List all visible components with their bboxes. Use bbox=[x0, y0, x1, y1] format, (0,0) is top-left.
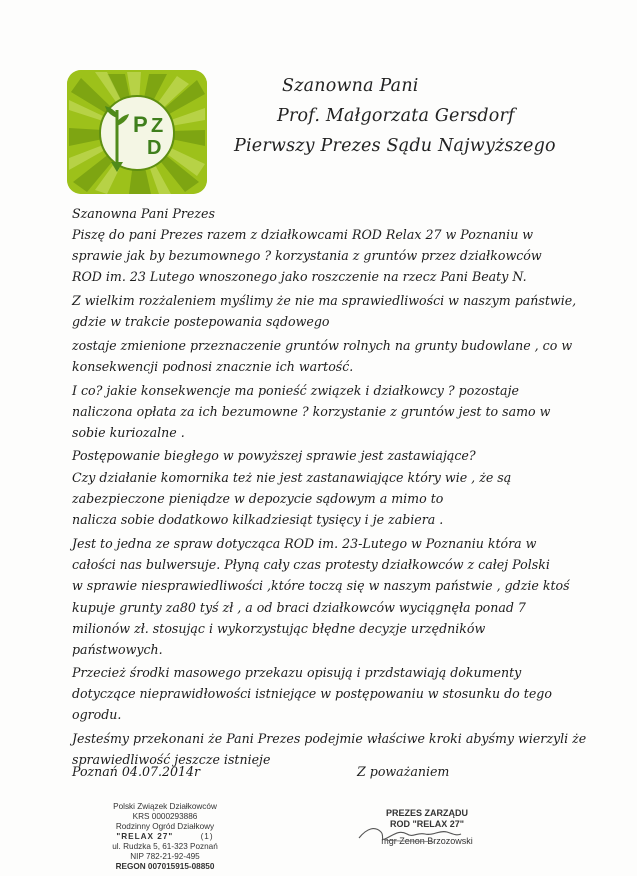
letter-line: Szanowna Pani Prezes bbox=[72, 206, 215, 221]
svg-text:P: P bbox=[133, 112, 148, 137]
stamp-nip: NIP 782-21-92-495 bbox=[130, 852, 200, 861]
letter-line: Piszę do pani Prezes razem z działkowcami ROD Relax 27 w Poznaniu w bbox=[72, 227, 534, 242]
stamp-president-name: mgr Zenon Brzozowski bbox=[381, 836, 473, 846]
stamp-krs: KRS 0000293886 bbox=[132, 812, 198, 821]
stamp-president-rod: ROD "RELAX 27" bbox=[389, 819, 465, 829]
letter-line: Jesteśmy przekonani że Pani Prezes podejmie właściwe kroki abyśmy wierzyli że bbox=[72, 731, 587, 746]
letter-date: Poznań 04.07.2014r bbox=[72, 764, 201, 779]
handwritten-signature bbox=[355, 820, 465, 848]
letter-line: sprawie jak by bezumownego ? korzystania z gruntów przez działkowców bbox=[72, 248, 542, 263]
letter-line: Jest to jedna ze spraw dotycząca ROD im. 23-Lutego w Poznaniu która w bbox=[72, 536, 537, 551]
svg-text:D: D bbox=[147, 137, 162, 159]
address-line-3: Pierwszy Prezes Sądu Najwyższego bbox=[234, 136, 556, 156]
pzd-logo bbox=[67, 70, 207, 194]
letter-line: zabezpieczone pieniądze w depozycie sądowym a mimo to bbox=[72, 491, 444, 506]
letter-line: sprawiedliwość jeszcze istnieje bbox=[72, 752, 271, 767]
letter-line: Przecież środki masowego przekazu opisują i przdstawiają dokumenty bbox=[72, 665, 522, 680]
letter-line: kupuje grunty za80 tyś zł , a od braci działkowców wyciągnęła ponad 7 bbox=[72, 600, 526, 615]
letter-line: Czy działanie komornika też nie jest zastanawiające który wie , że są bbox=[72, 470, 512, 485]
letter-line: konsekwencji podnosi znacznie ich wartość. bbox=[72, 359, 354, 374]
stamp-relax bbox=[90, 832, 240, 842]
address-line-2: Prof. Małgorzata Gersdorf bbox=[277, 106, 515, 126]
letter-line: sobie kuriozalne . bbox=[72, 425, 185, 440]
letter-line: w sprawie niesprawiedliwości ,które toczą się w naszym państwie , gdzie ktoś bbox=[72, 578, 570, 593]
letter-line: nalicza sobie dodatkowo kilkadziesiąt tysięcy i je zabiera . bbox=[72, 512, 444, 527]
stamp-org-name: Polski Związek Działkowców bbox=[113, 802, 217, 811]
letter-line: Postępowanie biegłego w powyższej sprawie jest zastawiające? bbox=[72, 448, 476, 463]
letter-line: milionów zł. stosując i wykorzystując błędne decyzje urzędników bbox=[72, 621, 486, 636]
svg-text:Z: Z bbox=[151, 115, 164, 137]
letter-line: Z wielkim rozżaleniem myślimy że nie ma sprawiedliwości w naszym państwie, bbox=[72, 293, 577, 308]
letter-line: ROD im. 23 Lutego wnoszonego jako roszczenie na rzecz Pani Beaty N. bbox=[72, 269, 527, 284]
stamp-relax-number: (1) bbox=[200, 832, 214, 841]
letter-line: państwowych. bbox=[72, 642, 163, 657]
stamp-relax-name: "RELAX 27" bbox=[116, 832, 174, 841]
closing-salutation: Z poważaniem bbox=[357, 764, 450, 779]
stamp-address: ul. Rudzka 5, 61-323 Poznań bbox=[112, 842, 218, 851]
letter-line: gdzie w trakcie postepowania sądowego bbox=[72, 314, 330, 329]
letter-line: I co? jakie konsekwencje ma ponieść związek i działkowcy ? pozostaje bbox=[72, 383, 519, 398]
stamp-president-title: PREZES ZARZĄDU bbox=[385, 808, 468, 818]
letter-line: dotyczące nieprawidłowości istniejące w postępowaniu w stosunku do tego bbox=[72, 686, 552, 701]
pzd-logo-graphic bbox=[67, 70, 207, 194]
stamp-regon: REGON 007015915-08850 bbox=[115, 862, 215, 871]
address-line-1: Szanowna Pani bbox=[282, 76, 419, 96]
stamp-garden-name: Rodzinny Ogród Działkowy bbox=[115, 822, 215, 831]
letter-line: naliczona opłata za ich bezumowne ? korzystanie z gruntów jest to samo w bbox=[72, 404, 551, 419]
letter-line: zostaje zmienione przeznaczenie gruntów rolnych na grunty budowlane , co w bbox=[72, 338, 573, 353]
letter-line: ogrodu. bbox=[72, 707, 122, 722]
organization-stamp bbox=[90, 802, 240, 872]
letter-line: całości nas bulwersuje. Płyną cały czas protesty działkowców z całej Polski bbox=[72, 557, 550, 572]
